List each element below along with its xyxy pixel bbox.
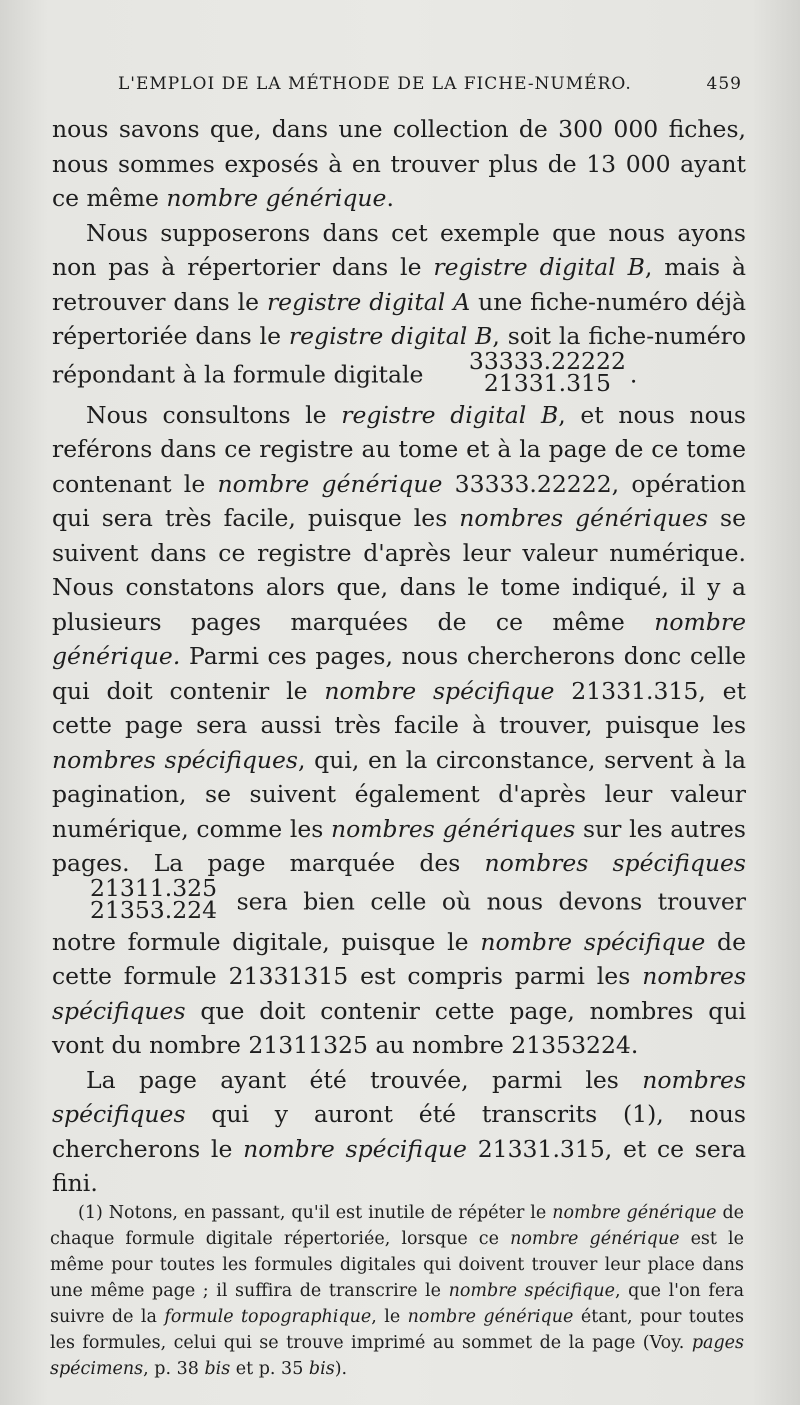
text-run: de cette formule 21331315 est compris parmi les — [52, 927, 747, 990]
text-run: de chaque formule digitale répertoriée, lorsque ce — [50, 1203, 744, 1249]
text-run: nous savons que, dans une collection de 300 000 fiches, nous sommes exposés à en trouver plus de 13 000 ayant ce même — [52, 115, 746, 212]
fraction-numerator: 21311.325 — [90, 873, 218, 902]
text-run: Nous consultons le — [86, 400, 342, 429]
footnote — [50, 1200, 744, 1382]
text-run: , mais à retrouver dans le — [52, 253, 746, 316]
text-run: La page ayant été trouvée, parmi les — [86, 1065, 643, 1094]
text-run: , le — [371, 1307, 408, 1327]
text-run: 21331.315, et ce sera fini. — [52, 1134, 747, 1197]
italic-term: nombre générique — [217, 469, 443, 498]
fraction-numerator: 33333.22222 — [468, 346, 626, 375]
text-run: étant, pour toutes les formules, celui qui se trouve imprimé au sommet de la page (Voy. — [50, 1307, 744, 1353]
italic-term: nombres génériques — [459, 504, 709, 532]
italic-term: nombre spécifique — [448, 1281, 615, 1301]
text-run: se suivent dans ce registre d'après leur valeur numérique. Nous constatons alors que, dans le tome indiqué, il y a plusieurs pages marquées de ce même — [52, 504, 747, 636]
italic-term: nombres génériques — [330, 814, 576, 843]
italic-term: nombres spécifiques — [52, 745, 298, 774]
text-run: sera bien celle où nous devons trouver notre formule digitale, puisque le — [52, 887, 746, 956]
italic-term: pages spécimens — [50, 1333, 744, 1379]
text-run: , qui, en la circonstance, servent à la pagination, se suivent également d'après leur valeur numérique, comme les — [52, 745, 746, 843]
text-run: sur les autres pages. La page marquée des — [52, 814, 746, 877]
italic-term: bis — [308, 1359, 335, 1379]
italic-term: registre digital A — [266, 287, 471, 316]
text-run: , et nous nous reférons dans ce registre au tome et à la page de ce tome contenant le — [52, 400, 746, 498]
italic-term: registre digital B — [433, 253, 645, 281]
fraction-denominator: 21331.315 — [483, 368, 611, 397]
italic-term: nombre générique — [510, 1229, 680, 1249]
text-run: . — [386, 184, 394, 212]
italic-term: nombres spécifiques — [52, 1065, 746, 1128]
running-title: L'EMPLOI DE LA MÉTHODE DE LA FICHE-NUMÉRO. — [118, 74, 632, 94]
text-run: , soit la fiche-numéro répondant à la formule digitale — [52, 322, 746, 388]
italic-term: nombre spécifique — [324, 676, 555, 705]
text-run: . — [629, 360, 638, 388]
text-run: une fiche-numéro déjà répertoriée dans le — [52, 287, 746, 350]
italic-term: registre digital B — [288, 322, 493, 350]
text-run: , que l'on fera suivre de la — [50, 1281, 745, 1327]
specific-range-fraction — [56, 873, 218, 924]
fraction-denominator: 21353.224 — [90, 895, 218, 924]
paragraph-2 — [52, 216, 746, 398]
italic-term: registre digital B — [341, 400, 559, 429]
text-run: que doit contenir cette page, nombres qui vont du nombre 21311325 au nombre 21353224. — [52, 996, 746, 1059]
italic-term: nombre générique — [552, 1203, 717, 1223]
italic-term: nombres spécifiques — [52, 962, 746, 1025]
italic-term: nombre générique. — [52, 607, 746, 670]
running-header — [118, 74, 742, 94]
main-text — [52, 112, 746, 1201]
italic-term: nombre générique — [166, 184, 387, 212]
text-run: ). — [334, 1359, 348, 1379]
paragraph-1 — [52, 112, 746, 216]
text-run: qui y auront été transcrits (1), nous chercherons le — [52, 1100, 746, 1163]
page-number: 459 — [706, 74, 742, 94]
footnote-paragraph — [50, 1200, 744, 1382]
text-run: (1) Notons, en passant, qu'il est inutile de répéter le — [78, 1203, 553, 1223]
italic-term: nombre spécifique — [243, 1134, 467, 1163]
text-run: est le même pour toutes les formules digitales qui doivent trouver leur place dans une même page ; il suffira de transcrire le — [50, 1229, 744, 1301]
paragraph-4 — [52, 1063, 746, 1201]
italic-term: nombre spécifique — [480, 927, 706, 956]
text-run: 21331.315, et cette page sera aussi très facile à trouver, puisque les — [52, 676, 747, 739]
text-run: , p. 38 — [143, 1359, 205, 1379]
digital-formula-fraction — [435, 346, 626, 397]
text-run: et p. 35 — [230, 1359, 309, 1379]
text-run: Parmi ces pages, nous chercherons donc celle qui doit contenir le — [52, 642, 746, 705]
text-run: 33333.22222, opération qui sera très facile, puisque les — [52, 469, 746, 532]
text-run: Nous supposerons dans cet exemple que nous ayons non pas à répertorier dans le — [52, 218, 746, 281]
italic-term: nombres spécifiques — [484, 849, 746, 877]
paragraph-3 — [52, 398, 746, 1063]
italic-term: bis — [204, 1359, 231, 1379]
italic-term: nombre générique — [407, 1307, 574, 1327]
italic-term: formule topographique — [164, 1307, 372, 1327]
